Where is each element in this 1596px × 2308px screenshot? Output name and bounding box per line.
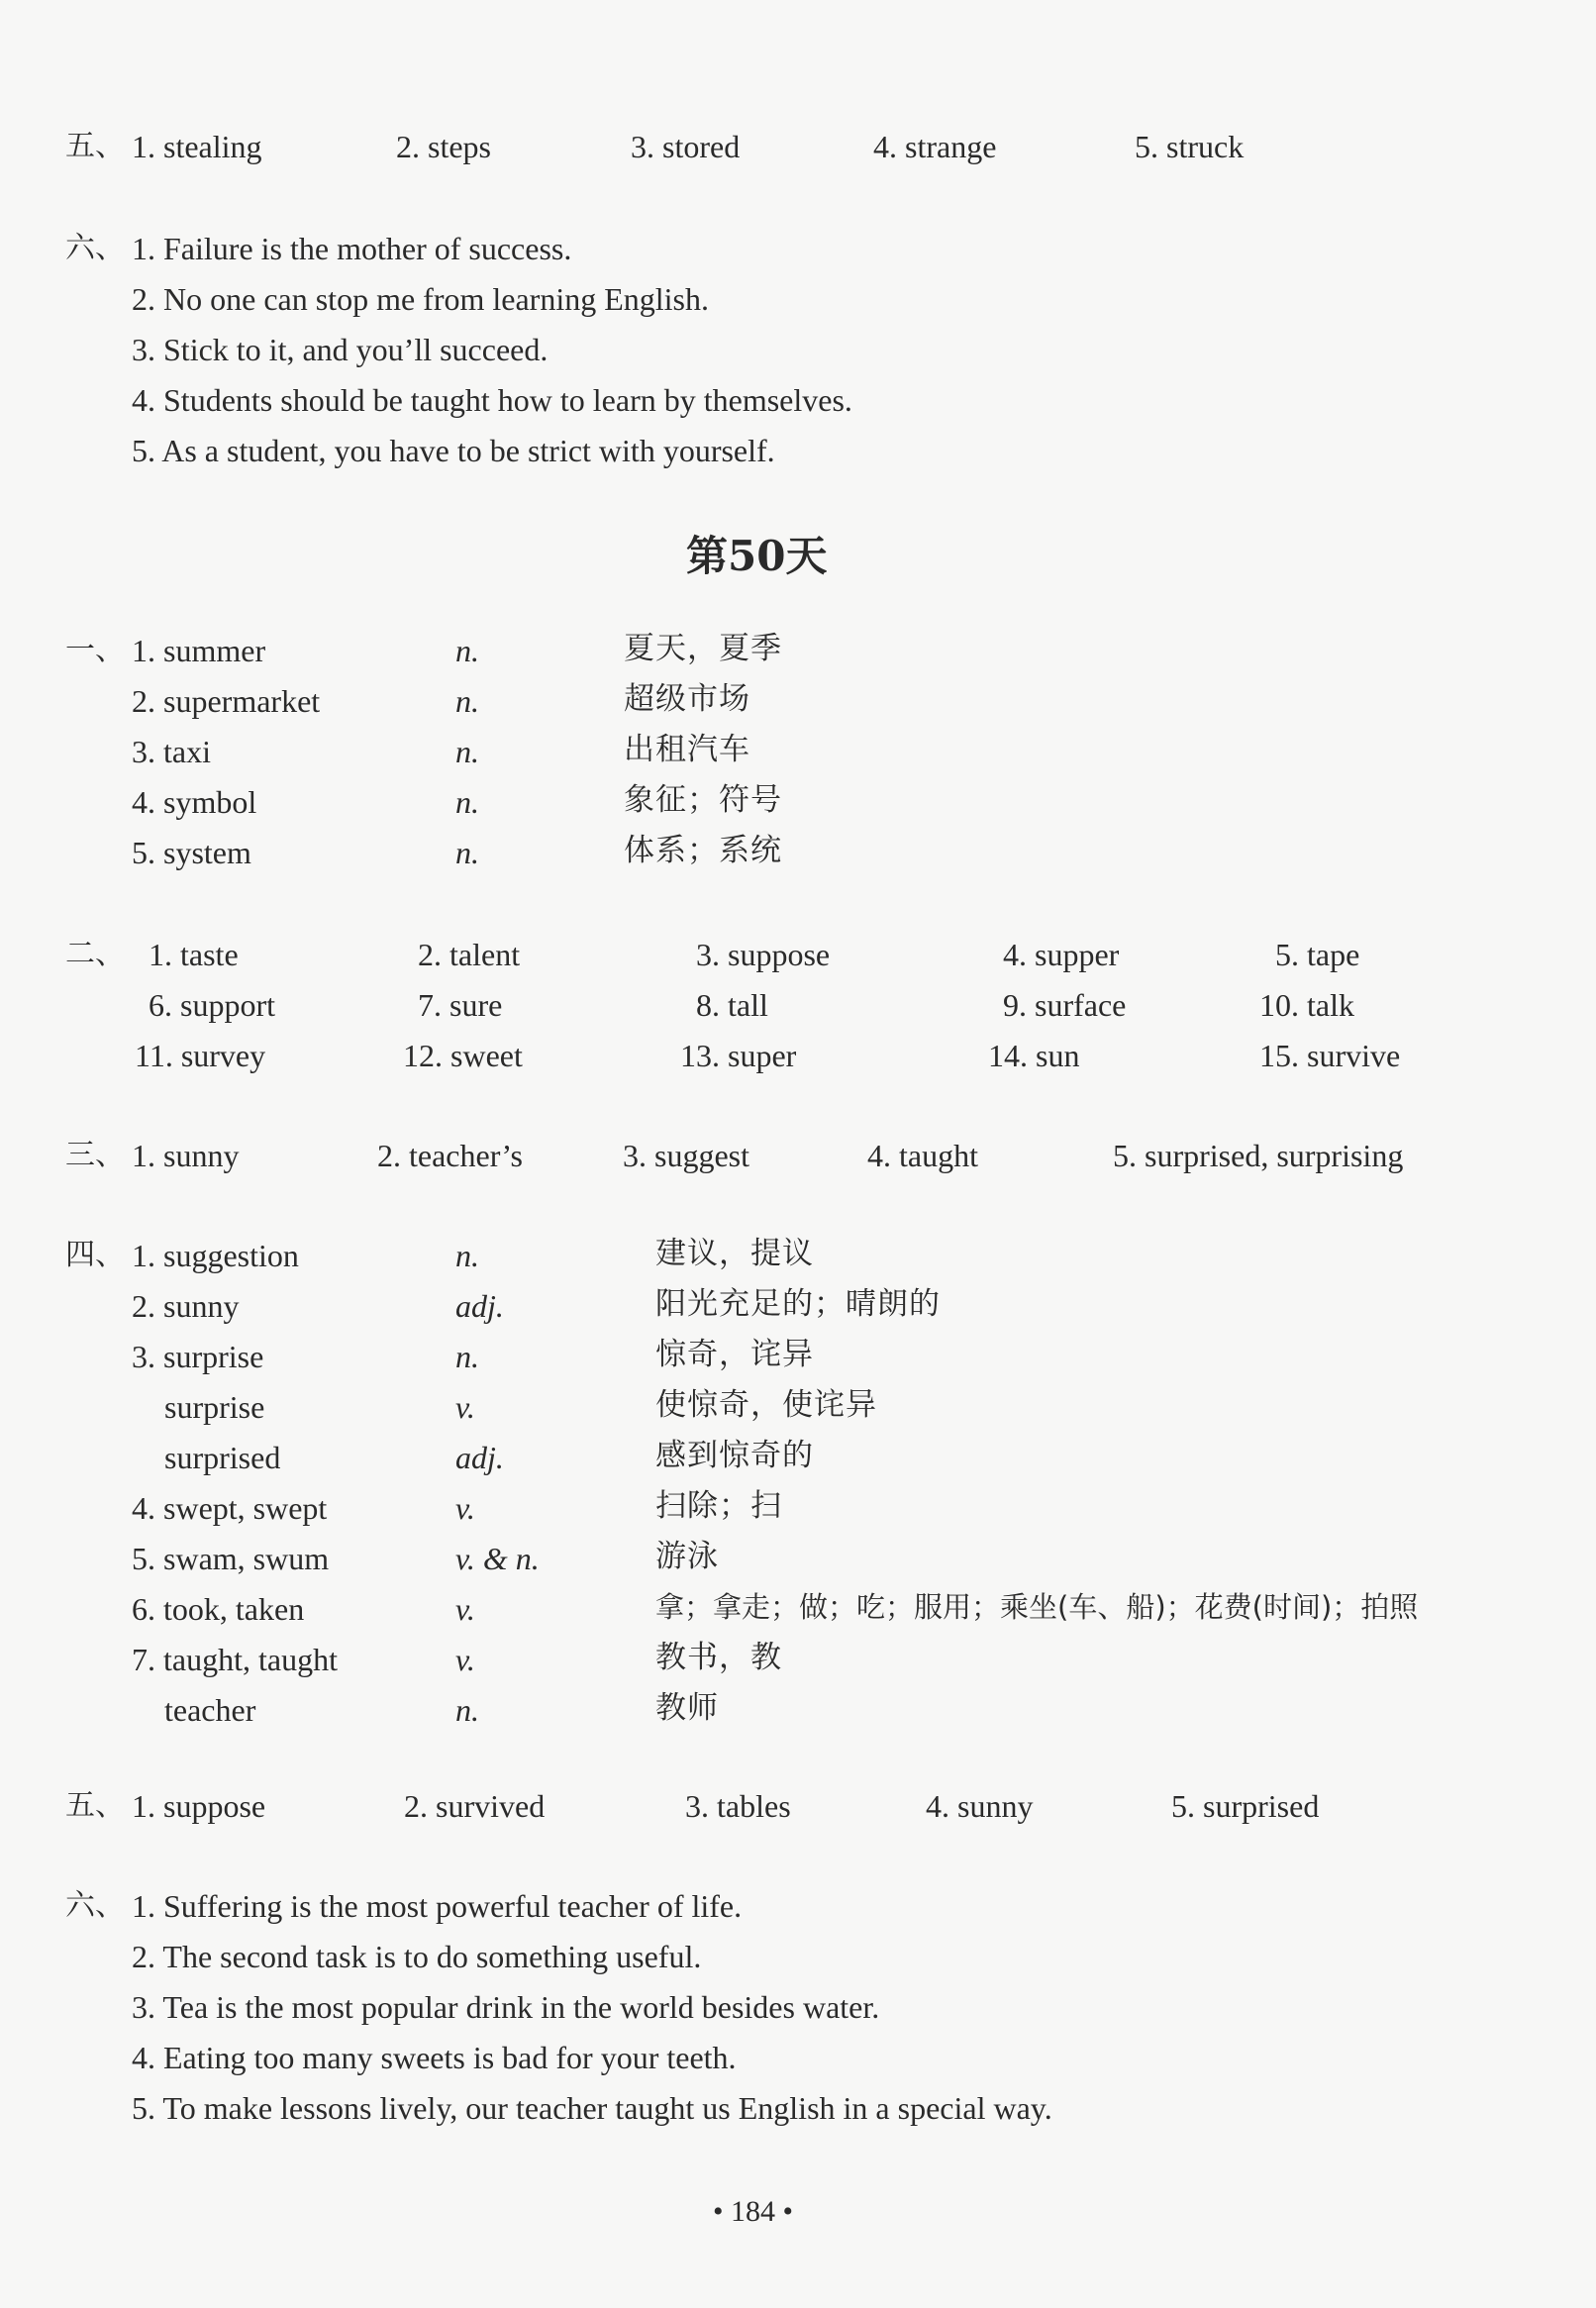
sentence-item: 5. To make lessons lively, our teacher taught us English in a special way.: [132, 2090, 1052, 2126]
vocab-meaning: 阳光充足的；晴朗的: [655, 1286, 941, 1322]
vocab-meaning: 教师: [655, 1690, 719, 1726]
page-number: • 184 •: [713, 2195, 794, 2228]
answer-item: 5. struck: [1135, 129, 1245, 164]
answer-item: 2. survived: [404, 1788, 546, 1824]
answer-item: 4. taught: [867, 1138, 978, 1173]
vocab-word: 6. took, taken: [132, 1591, 305, 1627]
grid-item: 9. surface: [1003, 987, 1127, 1023]
vocab-pos: v.: [455, 1490, 475, 1526]
vocab-meaning: 惊奇，诧异: [655, 1337, 814, 1372]
sentence-item: 5. As a student, you have to be strict with yourself.: [132, 433, 775, 468]
answer-item: 1. sunny: [132, 1138, 240, 1173]
vocab-pos: v. & n.: [455, 1541, 540, 1576]
answer-item: 3. suggest: [623, 1138, 749, 1173]
vocab-word: surprised: [164, 1440, 281, 1475]
vocab-pos: v.: [455, 1642, 475, 1677]
vocab-meaning: 游泳: [655, 1539, 719, 1574]
grid-item: 14. sun: [988, 1038, 1080, 1073]
answer-item: 1. stealing: [132, 129, 262, 164]
vocab-pos: adj.: [455, 1288, 504, 1324]
grid-item: 5. tape: [1275, 937, 1360, 972]
grid-item: 8. tall: [696, 987, 768, 1023]
vocab-meaning: 建议，提议: [655, 1236, 814, 1271]
sentence-item: 3. Stick to it, and you’ll succeed.: [132, 332, 549, 367]
grid-item: 2. talent: [418, 937, 521, 972]
vocab-word: 3. surprise: [132, 1339, 264, 1374]
vocab-pos: n.: [455, 1339, 479, 1374]
vocab-pos: n.: [455, 835, 479, 870]
vocab-meaning: 象征；符号: [624, 782, 782, 818]
vocab-meaning: 感到惊奇的: [655, 1438, 814, 1473]
answer-item: 2. teacher’s: [377, 1138, 523, 1173]
vocab-word: 2. supermarket: [132, 683, 321, 719]
vocab-meaning: 扫除；扫: [655, 1488, 782, 1524]
vocab-pos: adj.: [455, 1440, 504, 1475]
day-title: 第50天: [686, 532, 828, 580]
section-marker-1: 一、: [65, 633, 125, 667]
section-marker-6: 六、: [65, 1888, 125, 1923]
answer-item: 3. stored: [631, 129, 741, 164]
vocab-meaning: 体系；系统: [624, 833, 782, 868]
vocab-pos: n.: [455, 784, 479, 820]
vocab-word: 5. system: [132, 835, 251, 870]
vocab-pos: n.: [455, 1692, 479, 1728]
grid-item: 3. suppose: [696, 937, 831, 972]
sentence-item: 1. Suffering is the most powerful teacher of life.: [132, 1888, 743, 1924]
sentence-item: 2. The second task is to do something useful.: [132, 1939, 702, 1974]
grid-item: 15. survive: [1259, 1038, 1401, 1073]
vocab-word: 1. suggestion: [132, 1238, 299, 1273]
grid-item: 1. taste: [149, 937, 239, 972]
vocab-word: 7. taught, taught: [132, 1642, 338, 1677]
vocab-word: surprise: [164, 1389, 265, 1425]
vocab-meaning: 拿；拿走；做；吃；服用；乘坐(车、船)；花费(时间)；拍照: [655, 1590, 1419, 1624]
vocab-meaning: 夏天，夏季: [624, 631, 782, 666]
grid-item: 7. sure: [418, 987, 503, 1023]
sentence-item: 1. Failure is the mother of success.: [132, 231, 572, 266]
sentence-item: 3. Tea is the most popular drink in the world besides water.: [132, 1989, 880, 2025]
section-marker-5: 五、: [65, 1788, 125, 1823]
answer-item: 5. surprised: [1171, 1788, 1320, 1824]
section-marker-5-top: 五、: [65, 129, 125, 163]
vocab-word: 4. symbol: [132, 784, 257, 820]
answer-item: 1. suppose: [132, 1788, 266, 1824]
vocab-pos: n.: [455, 683, 479, 719]
vocab-pos: n.: [455, 1238, 479, 1273]
answer-item: 5. surprised, surprising: [1113, 1138, 1404, 1173]
answer-item: 3. tables: [685, 1788, 791, 1824]
grid-item: 4. supper: [1003, 937, 1120, 972]
vocab-pos: n.: [455, 734, 479, 769]
answer-item: 4. strange: [873, 129, 997, 164]
section-marker-3: 三、: [65, 1138, 125, 1172]
vocab-pos: v.: [455, 1591, 475, 1627]
sentence-item: 2. No one can stop me from learning English.: [132, 281, 709, 317]
vocab-pos: v.: [455, 1389, 475, 1425]
vocab-word: 1. summer: [132, 633, 266, 668]
answer-item: 4. sunny: [926, 1788, 1034, 1824]
vocab-meaning: 使惊奇，使诧异: [655, 1387, 877, 1423]
grid-item: 11. survey: [135, 1038, 266, 1073]
vocab-pos: n.: [455, 633, 479, 668]
vocab-meaning: 教书，教: [655, 1640, 782, 1675]
vocab-word: teacher: [164, 1692, 256, 1728]
section-marker-2: 二、: [65, 937, 125, 971]
vocab-word: 2. sunny: [132, 1288, 240, 1324]
grid-item: 13. super: [680, 1038, 797, 1073]
vocab-word: 5. swam, swum: [132, 1541, 330, 1576]
vocab-word: 4. swept, swept: [132, 1490, 328, 1526]
section-marker-4: 四、: [65, 1238, 125, 1272]
sentence-item: 4. Eating too many sweets is bad for your teeth.: [132, 2040, 737, 2075]
vocab-meaning: 出租汽车: [624, 732, 750, 767]
vocab-word: 3. taxi: [132, 734, 211, 769]
vocab-meaning: 超级市场: [624, 681, 750, 717]
answer-item: 2. steps: [396, 129, 491, 164]
grid-item: 10. talk: [1259, 987, 1354, 1023]
grid-item: 12. sweet: [403, 1038, 523, 1073]
grid-item: 6. support: [149, 987, 275, 1023]
section-marker-6-top: 六、: [65, 231, 125, 265]
sentence-item: 4. Students should be taught how to learn by themselves.: [132, 382, 852, 418]
